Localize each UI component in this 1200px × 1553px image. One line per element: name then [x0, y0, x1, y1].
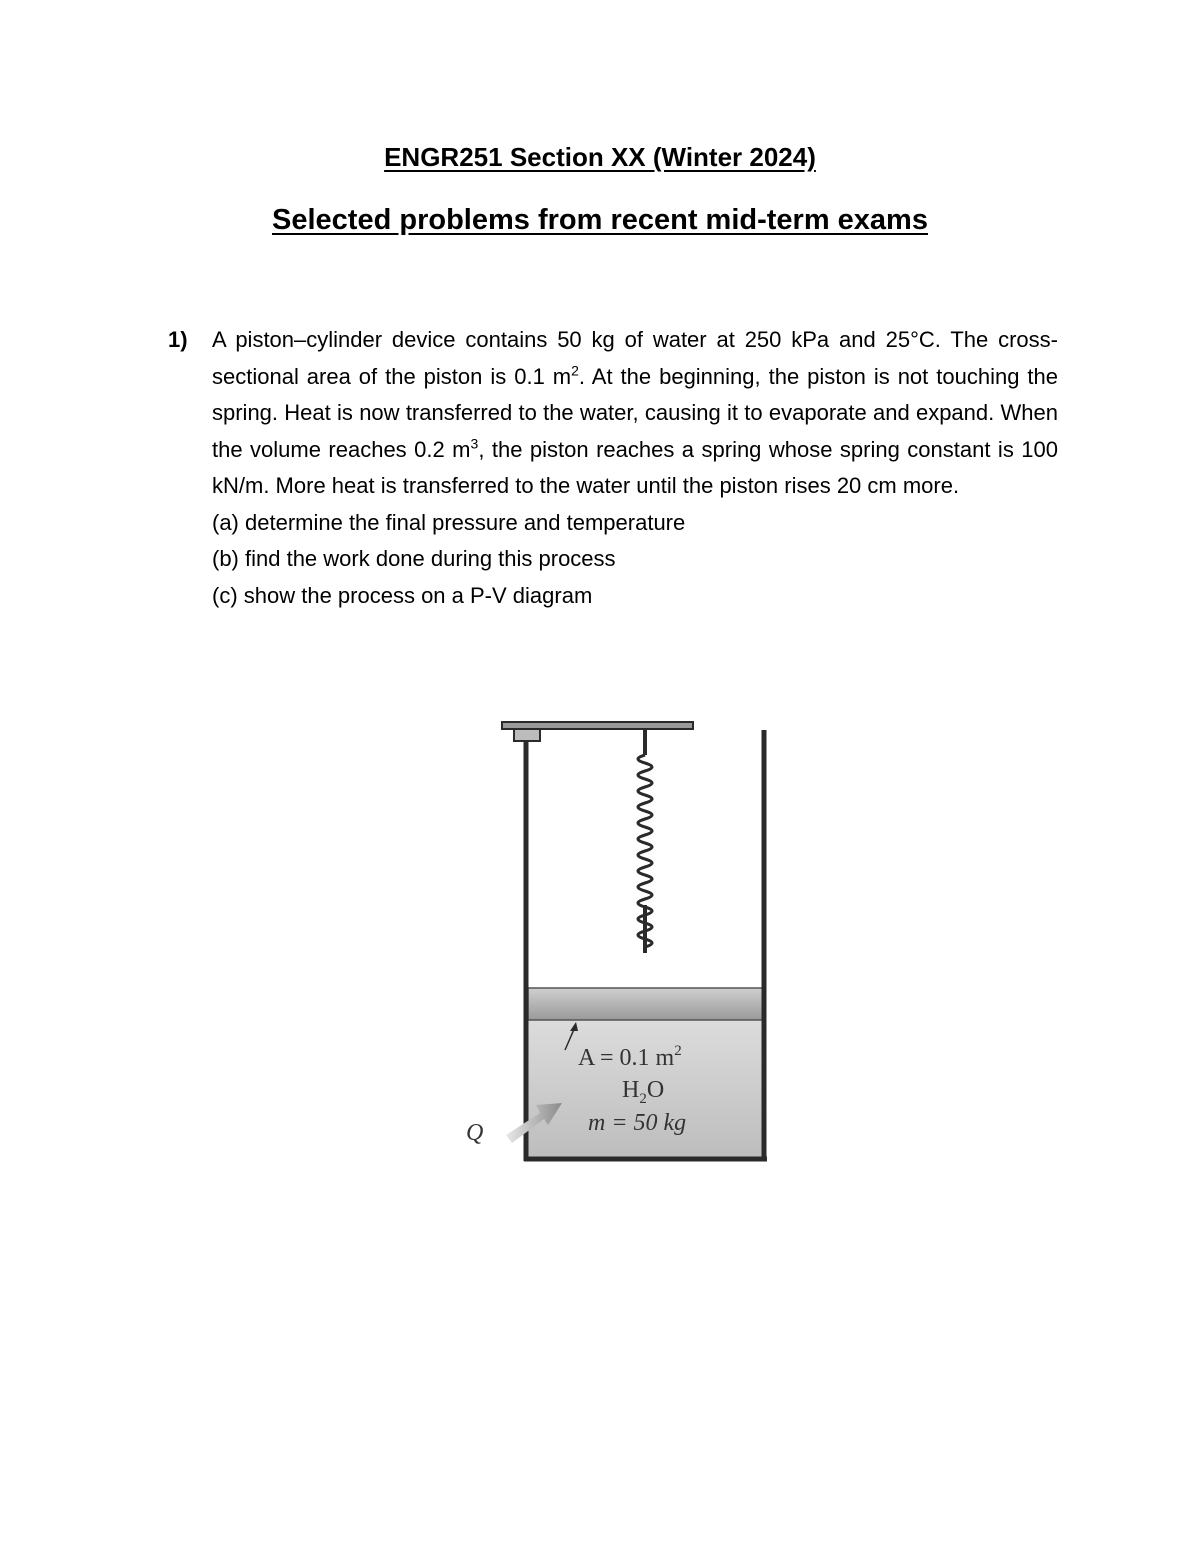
heat-label: Q — [466, 1120, 484, 1146]
fluid-label: $H_2O$ — [622, 1077, 665, 1107]
problem-text-part-b: . At the beginning, the piston is not touching the spring. Heat is now transferred to the water, causing it to evaporate and expand. When the volume reaches 0.2 m — [212, 363, 1058, 462]
piston — [528, 988, 764, 1020]
area-label: A = 0.1 $m^2$ — [578, 1043, 682, 1071]
part-b: (b) find the work done during this process — [212, 546, 616, 571]
superscript-volume: 3 — [470, 435, 479, 452]
spring-support-plate — [502, 722, 693, 729]
part-c: (c) show the process on a P-V diagram — [212, 582, 593, 608]
page-title: ENGR251 Section XX (Winter 2024) — [384, 142, 816, 172]
piston-cylinder-diagram — [440, 715, 780, 1175]
support-bracket — [514, 729, 540, 741]
mass-label: m = 50 kg — [588, 1110, 687, 1136]
problem-text-part-a: A piston–cylinder device contains 50 kg of water at 250 kPa and 25°C. The cross-sectional area of the piston is 0.1 m — [212, 327, 1058, 389]
problem-number: 1) — [168, 327, 188, 352]
problem-statement — [212, 322, 1058, 505]
problem-parts — [212, 505, 1058, 615]
problem-1 — [168, 322, 1058, 614]
superscript-area: 2 — [571, 362, 579, 379]
part-a: (a) determine the final pressure and temperature — [212, 509, 686, 535]
problem-text-part-c: , the piston reaches a spring whose spring constant is 100 kN/m. More heat is transferred to the water until the piston rises 20 cm more. — [212, 436, 1058, 498]
piston-cylinder-figure — [440, 715, 780, 1175]
page-subtitle: Selected problems from recent mid-term exams — [272, 204, 928, 236]
